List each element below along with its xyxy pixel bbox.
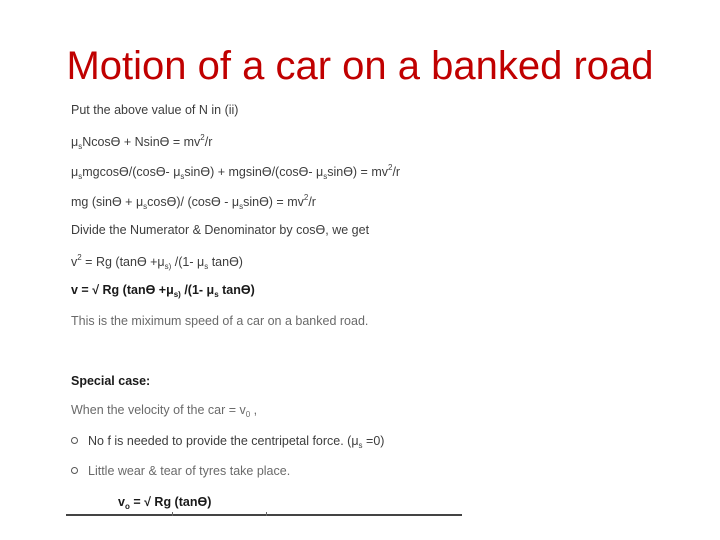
bullet-item-2: Little wear & tear of tyres take place. [71, 464, 290, 478]
bullet-item-1: No f is needed to provide the centripetal force. $(\mu_s =0)$ [71, 434, 384, 450]
equation-line-7: v = √ Rg ($\tan ϴ +\mu_{s)}$ /(1- $\mu_s$ tanϴ) [71, 283, 255, 299]
text-line-1: Put the above value of N in (ii) [71, 103, 239, 117]
equation-line-4: mg $(\sin ϴ + \mu_s\cos ϴ)/$ $(\cos ϴ - \mu_s\sin ϴ) = mv^2/r$ [71, 193, 316, 211]
bullet-icon [71, 437, 78, 444]
text-line-5: Divide the Numerator & Denominator by cosϴ, we get [71, 223, 370, 237]
equation-line-3: $\mu_smgcosϴ/(\cos ϴ-$ $\mu_s\sin ϴ) + mgsinϴ/(\cos ϴ-$ $\mu_s\sin ϴ) = mv^2/r$ [71, 163, 401, 181]
equation-line-2: $\mu_sNcosϴ + Nsinϴ = mv^2/r$ [71, 133, 213, 151]
divider-tick [172, 512, 173, 516]
equation-line-6: $v^2 = Rg$ ($\tan ϴ +\mu_{s)}$ /(1- $\mu_s$ tanϴ) [71, 253, 243, 271]
divider-tick [266, 512, 267, 516]
bullet-icon [71, 467, 78, 474]
slide-title: Motion of a car on a banked road [66, 44, 654, 88]
bottom-divider [66, 514, 462, 516]
text-line-9: When the velocity of the car = $v_0$ , [71, 403, 258, 419]
special-case-heading: Special case: [71, 374, 151, 388]
equation-line-10: $v_o$ = √ Rg (tanϴ) [118, 495, 212, 511]
text-line-8: This is the miximum speed of a car on a banked road. [71, 314, 369, 328]
